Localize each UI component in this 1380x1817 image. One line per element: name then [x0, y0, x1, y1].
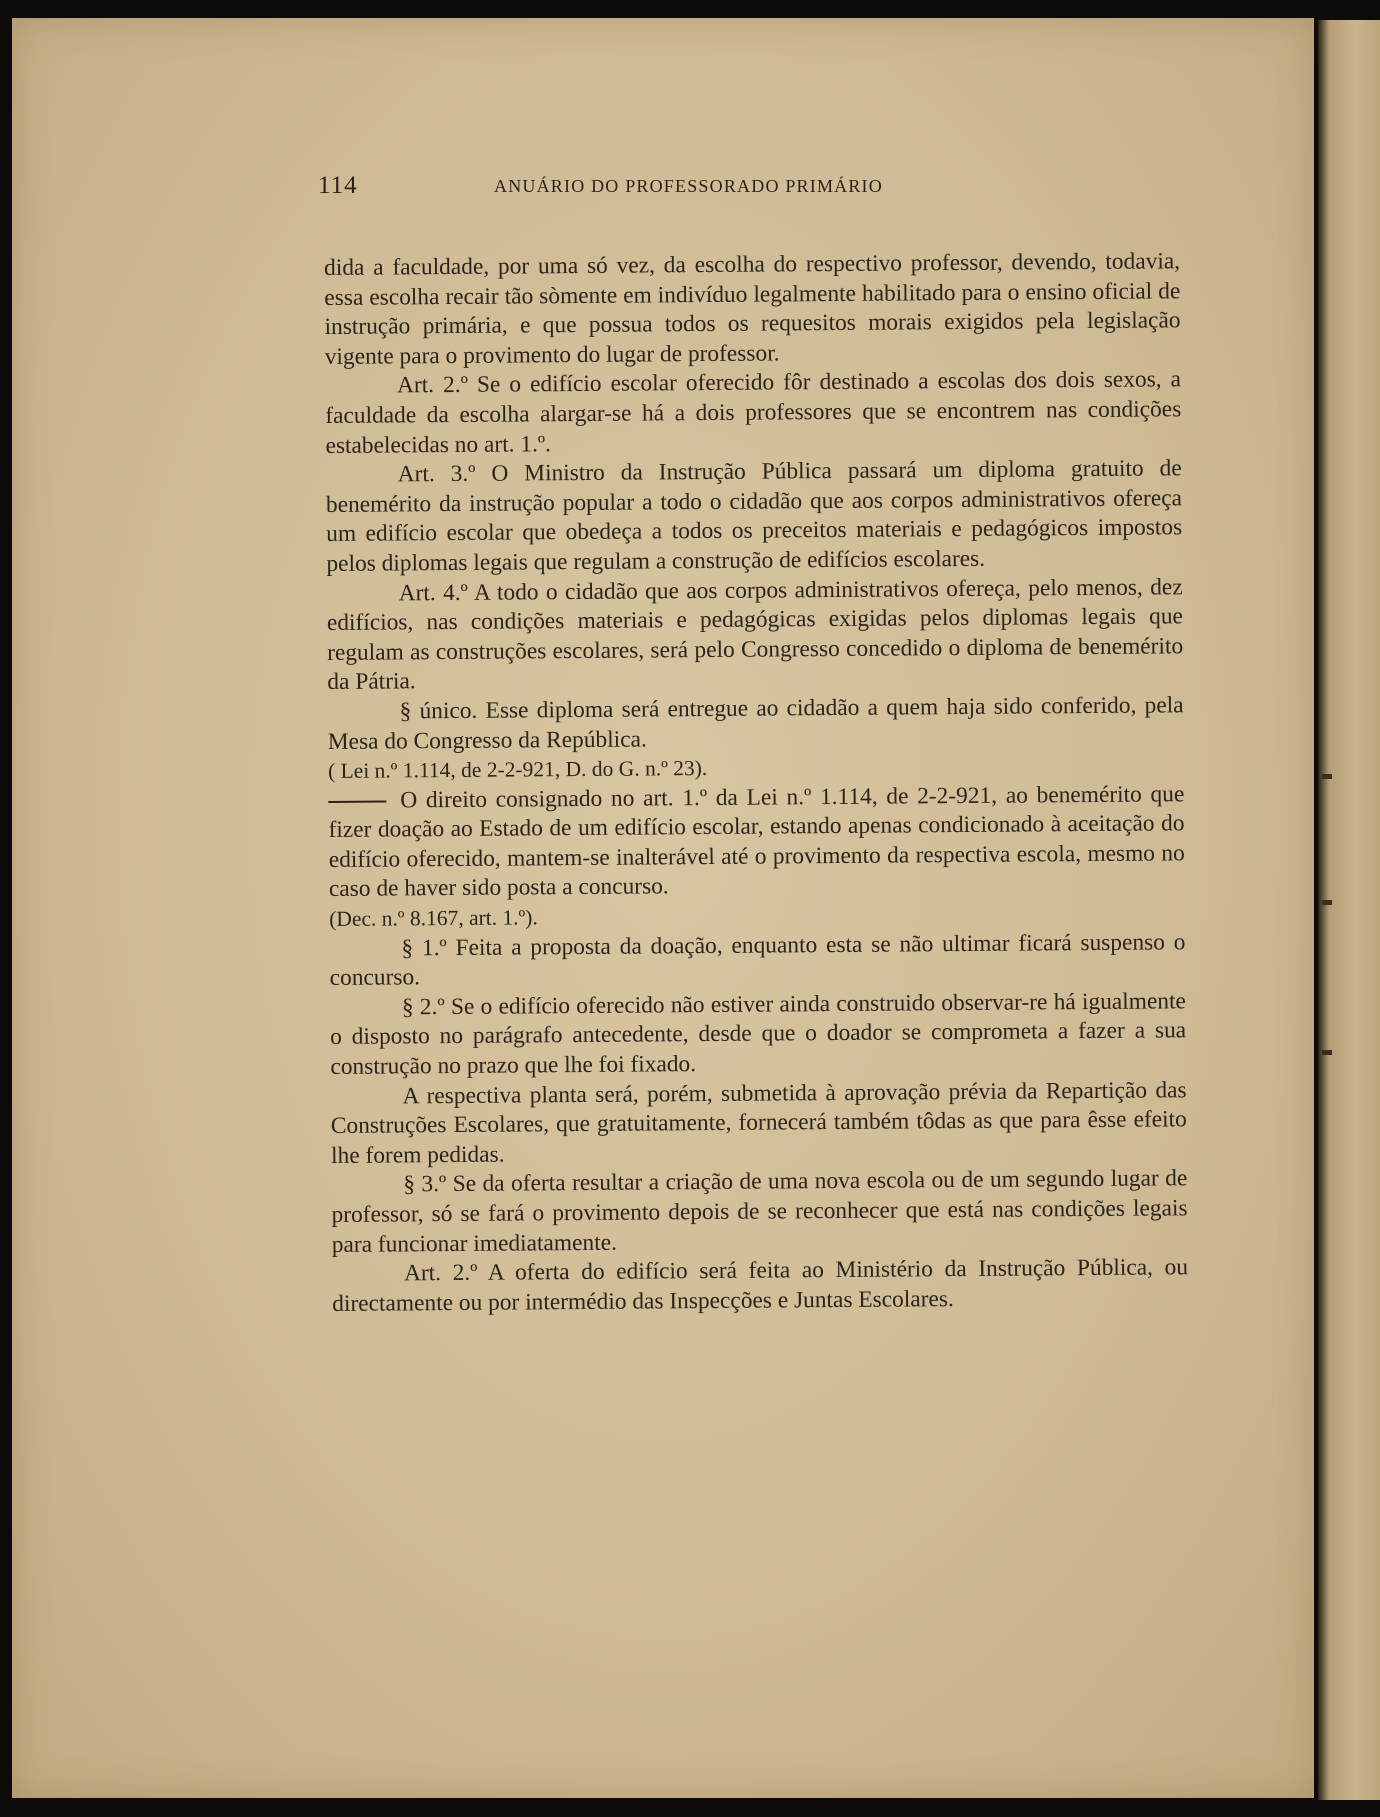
em-dash-rule — [328, 801, 386, 803]
paragraph-right-of-donor-text: O direito consignado no art. 1.º da Lei n.º 1.114, de 2-2-921, ao benemérito que fizer doação ao Estado de um edifício escolar, estando apenas condicionado à aceitação do edifício oferecido, mantem-se inalterável até o provimento da respectiva escola, mesmo no caso de haver sido posta a concurso. — [328, 780, 1185, 903]
paragraph-art-4: Art. 4.º A todo o cidadão que aos corpos administrativos ofereça, pelo menos, dez edifícios, nas condições materiais e pedagógicas exigidas pelos diplomas legais que regulam as construções escolares, será pelo Congresso concedido o diploma de benemérito da Pátria. — [326, 573, 1184, 696]
page-edge-mark — [1322, 900, 1332, 905]
running-title: ANUÁRIO DO PROFESSORADO PRIMÁRIO — [494, 176, 883, 196]
citation-decree: (Dec. n.º 8.167, art. 1.º). — [329, 905, 538, 932]
paragraph-section-3: § 3.º Se da oferta resultar a criação de uma nova escola ou de um segundo lugar de professor, só se fará o provimento depois de se reconhecer que está nas condições legais para funcionar imediatamente. — [331, 1165, 1188, 1258]
paragraph-continuation: dida a faculdade, por uma só vez, da escolha do respectivo professor, devendo, todavia, essa escolha recair tão sòmente em indivíduo legalmente habilitado para o ensino oficial de instrução primária, e que possua todos os requesitos morais exigidos pela legislação vigente para o provimento do lugar de professor. — [324, 248, 1181, 370]
citation-law: ( Lei n.º 1.114, de 2-2-921, D. do G. n.º 23). — [327, 756, 708, 784]
page-edge-mark — [1322, 774, 1332, 779]
paragraph-art-2: Art. 2.º Se o edifício escolar oferecido fôr destinado a escolas dos dois sexos, a faculdade da escolha alargar-se há a dois professores que se encontrem nas condições estabelecidas no art. 1.º. — [325, 366, 1182, 459]
paragraph-art-2-offer: Art. 2.º A oferta do edifício será feita ao Ministério da Instrução Pública, ou directamente ou por intermédio das Inspecções e Juntas Escolares. — [332, 1254, 1189, 1317]
paragraph-section-2: § 2.º Se o edifício oferecido não estiver ainda construido observar-re há igualmente o disposto no parágrafo antecedente, desde que o doador se comprometa a fazer a sua construção no prazo que lhe foi fixado. — [330, 988, 1187, 1081]
running-head — [318, 172, 1018, 202]
paragraph-art-3: Art. 3.º O Ministro da Instrução Pública passará um diploma gratuito de benemérito da instrução popular a todo o cidadão que aos corpos administrativos ofereça um edifício escolar que obedeça a todos os preceitos materiais e pedagógicos impostos pelos diplomas legais que regulam a construção de edifícios escolares. — [325, 455, 1183, 577]
paragraph-section-1: § 1.º Feita a proposta da doação, enquanto esta se não ultimar ficará suspenso o concurso. — [329, 928, 1186, 992]
paragraph-right-of-donor — [328, 780, 1185, 905]
page-number: 114 — [318, 172, 358, 199]
paragraph-plan-approval: A respectiva planta será, porém, submetida à aprovação prévia da Repartição das Construções Escolares, que gratuitamente, fornecerá também tôdas as que para êsse efeito lhe forem pedidas. — [330, 1076, 1187, 1169]
page-edge-mark — [1322, 1050, 1332, 1055]
paragraph-single-section: § único. Esse diploma será entregue ao cidadão a quem haja sido conferido, pela Mesa do Congresso da República. — [327, 692, 1184, 755]
facing-page-edge — [1318, 20, 1380, 1800]
body-text — [324, 247, 1188, 1319]
